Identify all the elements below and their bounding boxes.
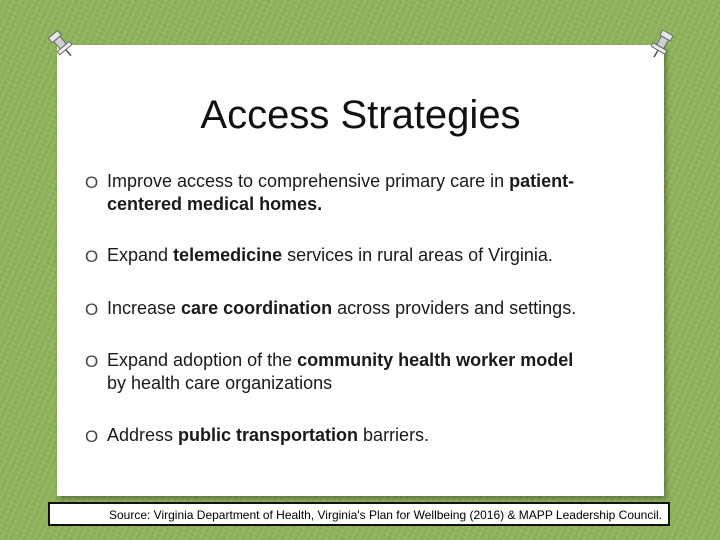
bold-text-run: community health worker model xyxy=(297,350,574,370)
bold-text-run: care coordination xyxy=(181,298,333,318)
bold-text-run: patient- xyxy=(509,171,575,191)
text-run: barriers. xyxy=(358,425,430,445)
text-run: services in rural areas of Virginia. xyxy=(282,245,553,265)
bold-text-run: public transportation xyxy=(178,425,359,445)
bullet-marker: O xyxy=(85,427,99,446)
slide-title: Access Strategies xyxy=(200,93,521,137)
bullet-marker: O xyxy=(85,173,99,192)
thumbtack-icon xyxy=(45,28,79,62)
text-run: Increase xyxy=(107,298,182,318)
text-run: by health care organizations xyxy=(107,373,333,393)
bullet-item-community-health-worker xyxy=(85,349,647,395)
bold-text-run: telemedicine xyxy=(173,245,283,265)
source-citation-bar xyxy=(48,502,670,526)
text-run: Expand adoption of the xyxy=(107,350,298,370)
bold-text-run: centered medical homes. xyxy=(107,194,323,214)
thumbtack-icon xyxy=(644,28,678,62)
source-citation: Source: Virginia Department of Health, Virginia's Plan for Wellbeing (2016) & MAPP Leadership Council. xyxy=(108,508,662,522)
bullet-marker: O xyxy=(85,300,99,319)
bullet-item-transportation xyxy=(85,424,647,447)
bullet-item-telemedicine xyxy=(85,244,647,267)
bullet-marker: O xyxy=(85,247,99,266)
slide-card xyxy=(57,45,664,496)
bullet-item-care-coordination xyxy=(85,297,647,320)
bullet-item-primary-care xyxy=(85,170,647,216)
text-run: Address xyxy=(107,425,179,445)
bullet-marker: O xyxy=(85,352,99,371)
text-run: across providers and settings. xyxy=(332,298,577,318)
text-run: Expand xyxy=(107,245,174,265)
text-run: Improve access to comprehensive primary care in xyxy=(107,171,510,191)
